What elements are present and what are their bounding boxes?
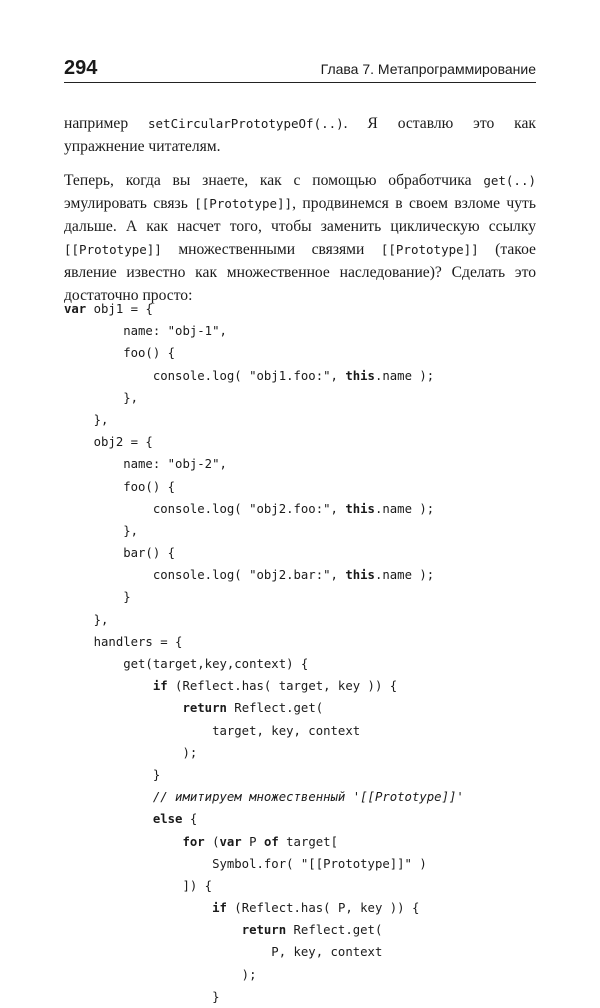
- code-line: [64, 919, 536, 941]
- code-line: [64, 453, 536, 475]
- code-keyword: var: [219, 834, 242, 849]
- code-line: [64, 298, 536, 320]
- code-keyword: return: [182, 701, 227, 716]
- code-text: Symbol.for( "[[Prototype]]" ): [64, 856, 427, 871]
- code-line: [64, 697, 536, 719]
- code-keyword: for: [182, 834, 205, 849]
- code-text: (Reflect.has( P, key )) {: [226, 901, 420, 916]
- code-line: [64, 609, 536, 631]
- paragraph-1: [64, 112, 536, 158]
- code-line: [64, 986, 536, 1008]
- code-text: bar() {: [64, 546, 176, 561]
- running-header: [64, 56, 536, 80]
- code-text: get(target,key,context) {: [64, 657, 309, 671]
- code-keyword: of: [263, 834, 279, 849]
- paragraph-2: [64, 169, 536, 307]
- inline-code: [[Prototype]]: [380, 242, 479, 257]
- code-line: [64, 720, 536, 742]
- chapter-title: Глава 7. Метапрограммирование: [320, 61, 536, 77]
- code-text: P: [241, 834, 264, 849]
- code-listing: [64, 298, 536, 1008]
- code-text: .name );: [374, 501, 435, 516]
- paragraph-2-part: Теперь, когда вы знаете, как с помощью обработчика: [64, 172, 484, 189]
- paragraph-1-prefix: например: [64, 115, 148, 132]
- code-text: },: [64, 612, 109, 627]
- code-text: {: [182, 812, 198, 827]
- code-text: },: [64, 523, 139, 538]
- code-text: name: "obj-2",: [64, 457, 227, 472]
- code-line: [64, 409, 536, 431]
- code-line: [64, 365, 536, 387]
- code-line: [64, 387, 536, 409]
- code-text: },: [64, 412, 109, 427]
- code-text: [64, 812, 153, 826]
- code-keyword: this: [345, 568, 375, 583]
- code-text: console.log( "obj2.foo:",: [64, 501, 346, 516]
- paragraph-1-suffix: . Я оставлю это как упражнение читателям.: [64, 115, 536, 155]
- paragraph-2-part: множественными связями: [161, 241, 381, 258]
- inline-code: get(..): [483, 173, 536, 188]
- code-line: [64, 941, 536, 963]
- code-line: [64, 586, 536, 608]
- code-text: }: [64, 767, 161, 782]
- code-line: [64, 964, 536, 986]
- code-text: [64, 901, 212, 915]
- code-text: );: [64, 967, 257, 982]
- code-keyword: if: [212, 901, 227, 916]
- code-text: foo() {: [64, 346, 176, 361]
- code-text: }: [64, 590, 131, 605]
- code-text: console.log( "obj1.foo:",: [64, 368, 346, 383]
- code-keyword: return: [241, 923, 287, 938]
- code-text: Reflect.get(: [226, 701, 324, 716]
- code-text: name: "obj-1",: [64, 324, 227, 339]
- code-line: [64, 786, 536, 808]
- code-text: [64, 679, 153, 693]
- code-comment: // имитируем множественный '[[Prototype]]': [152, 790, 464, 805]
- inline-code: [[Prototype]]: [64, 242, 162, 257]
- code-line: [64, 875, 536, 897]
- code-line: [64, 853, 536, 875]
- code-line: [64, 476, 536, 498]
- code-line: [64, 897, 536, 919]
- code-line: [64, 564, 536, 586]
- code-text: [64, 790, 153, 804]
- code-keyword: this: [345, 368, 375, 383]
- code-text: [64, 701, 182, 715]
- code-line: [64, 431, 536, 453]
- code-text: .name );: [374, 568, 435, 583]
- code-text: target[: [278, 834, 338, 849]
- code-keyword: if: [152, 679, 168, 694]
- code-text: target, key, context: [64, 723, 361, 738]
- code-line: [64, 764, 536, 786]
- paragraph-2-part: (такое явление известно как множественное наследование)? Сделать это достаточно просто:: [64, 241, 536, 304]
- page-number: 294: [64, 57, 98, 79]
- code-line: [64, 831, 536, 853]
- code-keyword: this: [345, 501, 375, 516]
- code-line: [64, 520, 536, 542]
- code-line: [64, 675, 536, 697]
- code-text: obj2 = {: [64, 435, 153, 450]
- code-text: );: [64, 745, 198, 760]
- code-line: [64, 742, 536, 764]
- code-line: [64, 342, 536, 364]
- code-text: [64, 923, 242, 937]
- code-line: [64, 808, 536, 830]
- code-text: console.log( "obj2.bar:",: [64, 568, 346, 583]
- code-line: [64, 653, 536, 675]
- code-text: }: [64, 989, 220, 1004]
- code-line: [64, 631, 536, 653]
- code-text: (Reflect.has( target, key )) {: [167, 679, 398, 694]
- inline-code: setCircularPrototypeOf(..): [148, 116, 344, 131]
- code-keyword: else: [152, 812, 183, 827]
- code-text: [64, 835, 182, 849]
- code-text: Reflect.get(: [286, 923, 383, 938]
- code-text: (: [204, 834, 220, 849]
- code-text: ]) {: [64, 878, 213, 893]
- header-rule: [64, 82, 536, 83]
- inline-code: [[Prototype]]: [194, 196, 293, 211]
- code-text: },: [64, 390, 139, 405]
- code-text: .name );: [374, 368, 435, 383]
- code-text: obj1 = {: [86, 302, 153, 316]
- code-text: foo() {: [64, 479, 176, 494]
- code-line: [64, 498, 536, 520]
- code-line: [64, 320, 536, 342]
- code-keyword: var: [64, 302, 87, 316]
- paragraph-2-part: эмулировать связь: [64, 195, 195, 212]
- code-text: P, key, context: [64, 945, 383, 960]
- paragraph-2-part: , продвинемся в своем взломе чуть дальше. А как насчет того, чтобы заменить циклическую ссылку: [64, 195, 536, 235]
- body-text: [64, 112, 536, 318]
- code-text: handlers = {: [64, 634, 183, 649]
- code-line: [64, 542, 536, 564]
